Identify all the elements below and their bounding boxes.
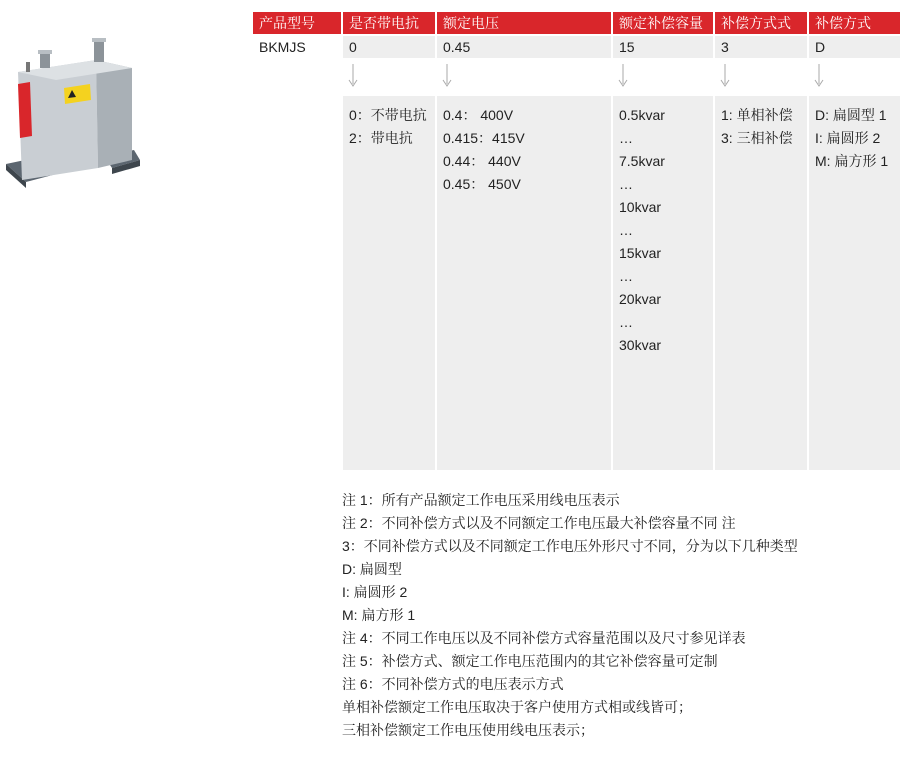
option-item: 3: 三相补偿 (721, 130, 793, 146)
column-header: 补偿方式式 (715, 12, 807, 34)
code-cell: D (809, 36, 900, 58)
column-header: 额定电压 (437, 12, 611, 34)
note-line: 注 4：不同工作电压以及不同补偿方式容量范围以及尺寸参见详表 (342, 630, 746, 646)
column-shape-type (809, 12, 900, 472)
column-header: 补偿方式 (809, 12, 900, 34)
option-item: D: 扁圆型 1 (815, 107, 887, 123)
option-item: 30kvar (619, 337, 662, 353)
option-item: M: 扁方形 1 (815, 153, 889, 169)
option-item: 0.45： 450V (443, 176, 521, 192)
options-list (613, 96, 713, 470)
options-list (809, 96, 900, 470)
arrow-down-icon (613, 58, 713, 94)
option-item: 0.44： 440V (443, 153, 521, 169)
option-item: 15kvar (619, 245, 662, 261)
code-cell: 15 (613, 36, 713, 58)
code-cell: 3 (715, 36, 807, 58)
column-header: 是否带电抗 (343, 12, 435, 34)
code-cell: BKMJS (253, 36, 341, 58)
column-header: 产品型号 (253, 12, 341, 34)
code-cell: 0 (343, 36, 435, 58)
option-item: 0：不带电抗 (349, 107, 427, 123)
option-item: 10kvar (619, 199, 662, 215)
note-line: 注 2：不同补偿方式以及不同额定工作电压最大补偿容量不同 注 (342, 515, 736, 531)
options-list (437, 96, 611, 470)
option-item: I: 扁圆形 2 (815, 130, 881, 146)
note-line: 三相补偿额定工作电压使用线电压表示； (342, 722, 594, 738)
capacitor-product-image (4, 32, 140, 192)
note-line: 单相补偿额定工作电压取决于客户使用方式相或线皆可； (342, 699, 692, 715)
option-item: … (619, 222, 633, 238)
column-rated-capacity (613, 12, 713, 472)
option-item: … (619, 130, 633, 146)
code-cell: 0.45 (437, 36, 611, 58)
note-line: 注 5：补偿方式、额定工作电压范围内的其它补偿容量可定制 (342, 653, 718, 669)
note-line: D: 扁圆型 (342, 561, 402, 577)
option-item: 2：带电抗 (349, 130, 413, 146)
note-line: 注 6：不同补偿方式的电压表示方式 (342, 676, 564, 692)
arrow-down-icon (343, 58, 435, 94)
option-item: 7.5kvar (619, 153, 665, 169)
option-item: 1: 单相补偿 (721, 107, 793, 123)
option-item: 20kvar (619, 291, 662, 307)
note-line: 3：不同补偿方式以及不同额定工作电压外形尺寸不同，分为以下几种类型 (342, 538, 798, 554)
column-product-model (253, 12, 341, 58)
option-item: … (619, 268, 633, 284)
arrow-down-icon (809, 58, 900, 94)
note-line: 注 1：所有产品额定工作电压采用线电压表示 (342, 492, 620, 508)
column-reactor (343, 12, 435, 472)
note-line: I: 扁圆形 2 (342, 584, 408, 600)
arrow-down-icon (715, 58, 807, 94)
option-item: … (619, 176, 633, 192)
arrow-down-icon (437, 58, 611, 94)
option-item: 0.4： 400V (443, 107, 514, 123)
options-list (715, 96, 807, 470)
options-list (343, 96, 435, 470)
column-compensation-mode (715, 12, 807, 472)
notes-section (342, 489, 898, 742)
column-header: 额定补偿容量 (613, 12, 713, 34)
option-item: 0.5kvar (619, 107, 665, 123)
note-line: M: 扁方形 1 (342, 607, 416, 623)
option-item: … (619, 314, 633, 330)
option-item: 0.415：415V (443, 130, 525, 146)
column-rated-voltage (437, 12, 611, 472)
